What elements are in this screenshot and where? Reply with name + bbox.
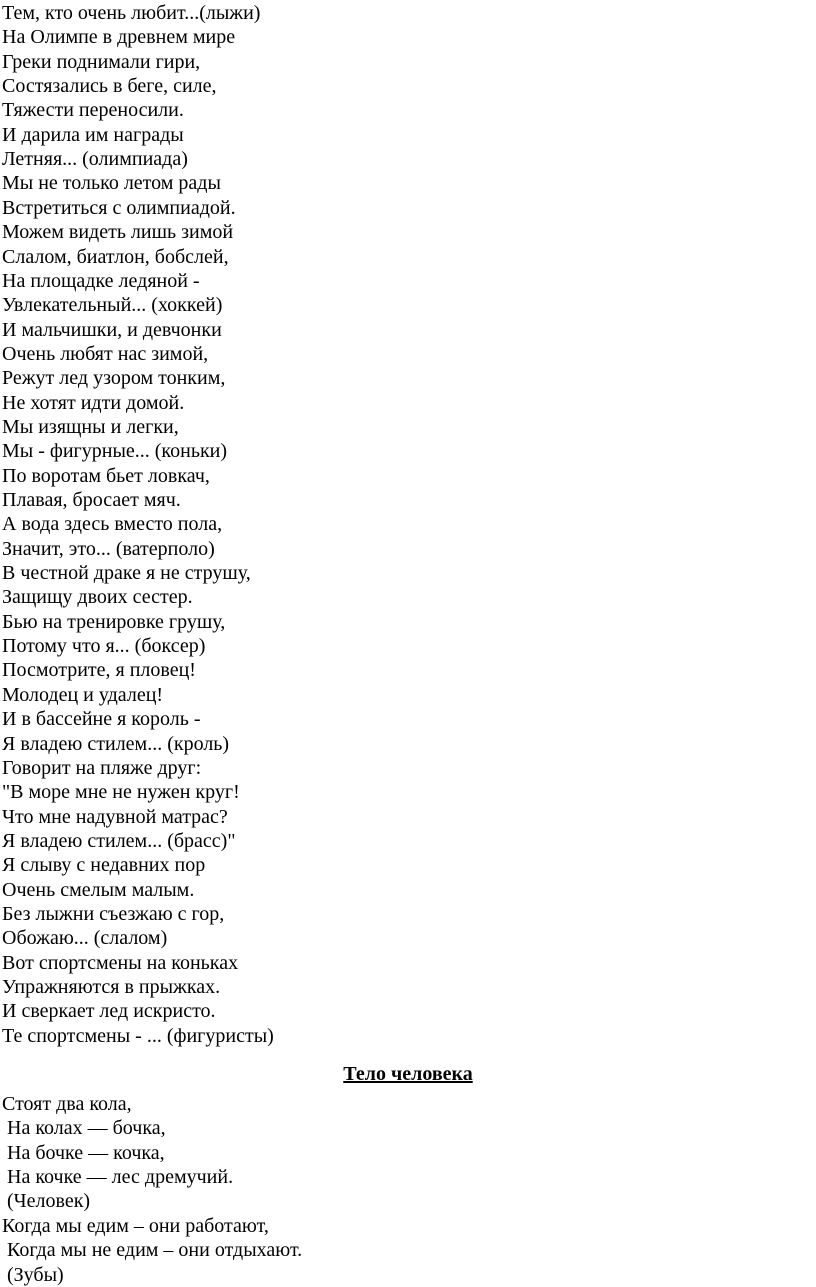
text-line: Говорит на пляже друг: xyxy=(2,756,202,779)
text-line: А вода здесь вместо пола, xyxy=(2,513,223,536)
text-line: На Олимпе в древнем мире xyxy=(2,26,236,49)
text-line: (Зубы) xyxy=(2,1263,64,1286)
text-line: Без лыжни съезжаю с гор, xyxy=(2,902,225,925)
text-line: На кочке — лес дремучий. xyxy=(2,1166,234,1189)
text-line: В честной драке я не струшу, xyxy=(2,562,251,585)
text-line: И дарила им награды xyxy=(2,123,184,146)
text-line: Очень любят нас зимой, xyxy=(2,342,209,365)
text-line: Обожаю... (слалом) xyxy=(2,927,168,950)
text-line: Значит, это... (ватерполо) xyxy=(2,537,215,560)
section-heading: Тело человека xyxy=(343,1063,473,1086)
text-line: Те спортсмены - ... (фигуристы) xyxy=(2,1024,274,1047)
text-line: Увлекательный... (хоккей) xyxy=(2,294,223,317)
text-line: Вот спортсмены на коньках xyxy=(2,951,239,974)
text-line: По воротам бьет ловкач, xyxy=(2,464,210,487)
text-line: Состязались в беге, силе, xyxy=(2,75,217,98)
text-line: На площадке ледяной - xyxy=(2,269,200,292)
text-line: На колах — бочка, xyxy=(2,1117,166,1140)
text-line: Греки поднимали гири, xyxy=(2,50,201,73)
text-line: Мы изящны и легки, xyxy=(2,415,179,438)
text-line: Очень смелым малым. xyxy=(2,878,195,901)
text-line: Когда мы едим – они работают, xyxy=(2,1214,269,1237)
text-line: Летняя... (олимпиада) xyxy=(2,148,188,171)
text-line: Можем видеть лишь зимой xyxy=(2,221,234,244)
text-line: Упражняются в прыжках. xyxy=(2,976,221,998)
text-line: Тяжести переносили. xyxy=(2,99,184,122)
text-line: Мы - фигурные... (коньки) xyxy=(2,440,228,463)
text-line: И сверкает лед искристо. xyxy=(2,1000,216,1023)
text-line: Что мне надувной матрас? xyxy=(2,805,228,828)
text-line: Я слыву с недавних пор xyxy=(2,854,206,877)
text-line: Стоят два кола, xyxy=(2,1093,132,1116)
text-line: На бочке — кочка, xyxy=(2,1141,165,1164)
text-line: Мы не только летом рады xyxy=(2,172,221,195)
text-line: Посмотрите, я пловец! xyxy=(2,659,196,682)
text-line: Потому что я... (боксер) xyxy=(2,635,206,658)
text-line: И в бассейне я король - xyxy=(2,708,201,731)
text-line: (Человек) xyxy=(2,1190,91,1213)
text-line: Режут лед узором тонким, xyxy=(2,367,226,390)
text-line: Плавая, бросает мяч. xyxy=(2,489,181,511)
text-line: Защищу двоих сестер. xyxy=(2,586,193,609)
text-line: Встретиться с олимпиадой. xyxy=(2,196,236,219)
text-line: Не хотят идти домой. xyxy=(2,391,185,414)
text-line: Тем, кто очень любит...(лыжи) xyxy=(2,2,261,24)
text-line: Бью на тренировке грушу, xyxy=(2,610,226,633)
text-line: Молодец и удалец! xyxy=(2,683,164,706)
text-line: Я владею стилем... (брасс)" xyxy=(2,829,236,852)
text-line: Когда мы не едим – они отдыхают. xyxy=(2,1239,303,1262)
text-line: Слалом, биатлон, бобслей, xyxy=(2,245,229,268)
text-line: Я владею стилем... (кроль) xyxy=(2,732,230,755)
text-line: И мальчишки, и девчонки xyxy=(2,318,222,341)
text-line: "В море мне не нужен круг! xyxy=(2,781,240,804)
